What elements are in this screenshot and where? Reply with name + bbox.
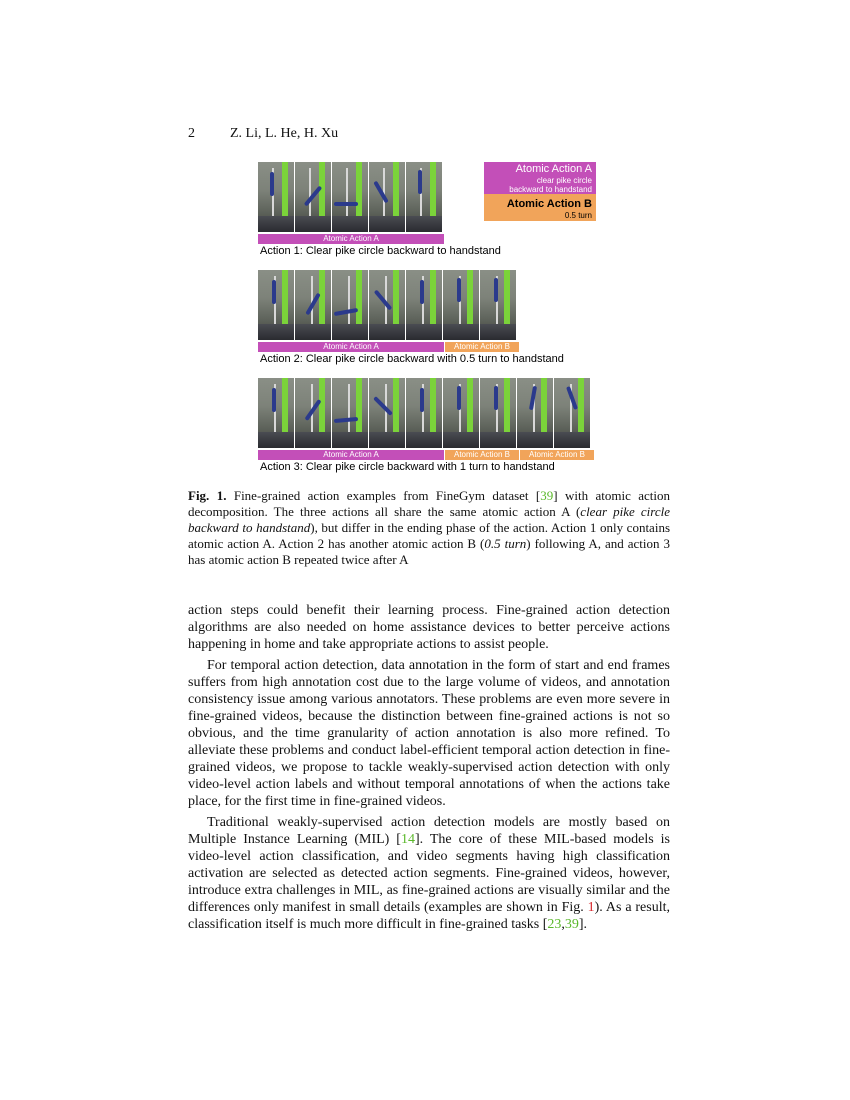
atomic-action-a-bar: Atomic Action A (258, 342, 444, 352)
citation-link[interactable]: 23 (547, 917, 562, 932)
action-2-caption: Action 2: Clear pike circle backward with 0.5 turn to handstand (260, 353, 564, 365)
video-frame (406, 162, 442, 232)
video-frame (332, 162, 368, 232)
atomic-action-a-bar: Atomic Action A (258, 450, 444, 460)
video-frame (480, 378, 516, 448)
video-frame (332, 270, 368, 340)
video-frame (295, 378, 331, 448)
video-frame (369, 162, 405, 232)
video-frame (443, 378, 479, 448)
video-frame (480, 270, 516, 340)
body-text (188, 602, 670, 937)
paragraph: Traditional weakly-supervised action detection models are mostly based on Multiple Instance Learning (MIL) [14]. The core of these MIL-based models is video-level action classification, and video segments having high classification activation are selected as detected action segments. Fine-grained videos, however, introduce extra challenges in MIL, as fine-grained actions are visually similar and the differences only manifest in small details (examples are shown in Fig. 1). As a result, classification itself is much more difficult in fine-grained tasks [23,39]. (188, 815, 671, 932)
video-frame (295, 162, 331, 232)
video-frame (554, 378, 590, 448)
video-frame (517, 378, 553, 448)
video-frame (332, 378, 368, 448)
figure-ref-link[interactable]: 1 (587, 900, 595, 915)
video-frame (258, 378, 294, 448)
legend (484, 162, 596, 221)
paragraph: For temporal action detection, data annotation in the form of start and end frames suffers from high annotation cost due to the large volume of videos, and annotation consistency issue among various annotators. These problems are even more severe in fine-grained videos, because the distinction between fine-grained actions is not so obvious, and the time granularity of action annotation is also more refined. To alleviate these problems and conduct label-efficient temporal action detection in fine-grained videos, we propose to tackle weakly-supervised action detection with only video-level action labels and without temporal annotations of when the actions take place, for the first time in fine-grained videos. (188, 658, 670, 809)
video-frame (369, 270, 405, 340)
citation-link[interactable]: 39 (540, 488, 554, 503)
figure-label: Fig. 1. (188, 488, 227, 503)
action-1-caption: Action 1: Clear pike circle backward to handstand (260, 245, 501, 257)
figure-caption: Fig. 1. Fine-grained action examples from FineGym dataset [39] with atomic action decomposition. The three actions all share the same atomic action A (clear pike circle backward to handstand), but differ in the ending phase of the action. Action 1 only contains atomic action A. Action 2 has another atomic action B (0.5 turn) following A, and action 3 has atomic action B repeated twice after A (188, 488, 671, 567)
video-frame (369, 378, 405, 448)
paragraph: action steps could benefit their learning process. Fine-grained action detection algorithms are also needed on home assistance devices to better perceive actions happening in home and take appropriate actions to assist people. (188, 603, 670, 652)
authors: Z. Li, L. He, H. Xu (230, 126, 339, 141)
atomic-action-a-bar: Atomic Action A (258, 234, 444, 244)
video-frame (295, 270, 331, 340)
video-frame (258, 270, 294, 340)
frame-strip (258, 270, 517, 340)
frame-strip (258, 162, 443, 232)
atomic-action-b-bar: Atomic Action B (445, 342, 519, 352)
citation-link[interactable]: 14 (400, 832, 415, 847)
atomic-action-b-bar: Atomic Action B (445, 450, 519, 460)
atomic-action-b-bar: Atomic Action B (520, 450, 594, 460)
frame-strip (258, 378, 591, 448)
video-frame (258, 162, 294, 232)
legend-atomic-b: Atomic Action B 0.5 turn (484, 194, 596, 221)
video-frame (406, 378, 442, 448)
action-3-caption: Action 3: Clear pike circle backward with 1 turn to handstand (260, 461, 555, 473)
citation-link[interactable]: 39 (564, 917, 579, 932)
video-frame (443, 270, 479, 340)
legend-atomic-a: Atomic Action A clear pike circle backward to handstand (484, 162, 596, 194)
figure-1 (258, 160, 598, 480)
running-header (188, 126, 338, 142)
video-frame (406, 270, 442, 340)
page-number: 2 (188, 126, 195, 141)
